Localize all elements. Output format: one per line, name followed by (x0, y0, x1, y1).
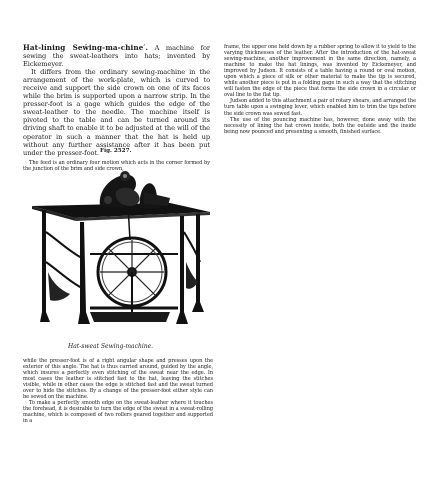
right-paragraph-3: The use of the pouncing machine has, however, done away with the necessity of lining the hat crown inside, both the outside and the inside being now pounced and presenting a smooth, finished surface. (224, 116, 416, 135)
body-paragraph-3: while the presser-foot is of a right angular shape and presses upon the exterior of this angle. The hat is thus carried around, guided by the angle, which insures a perfectly even stitching of the sweat near the edge. In most cases the leather is stitched fast to the hat, leaving the stitches visible, while in other cases the edge is stitched fast and the sweat turned over to hide the stitches. By a change of the presser-foot either style can be sewed on the machine. (23, 358, 213, 401)
bottom-left-text (23, 358, 213, 425)
right-paragraph-2: Judson added to this attachment a pair of rotary shears, and arranged the turn table upon a swinging lever, which enabled him to trim the tips before the side crown was sewed fast. (224, 98, 416, 117)
body-paragraph-2: The feed is an ordinary four motion which acts in the corner formed by the junction of the brim and side crown, (23, 159, 210, 172)
right-column (224, 44, 416, 135)
entry-intro: A machine for sewing the sweat-leathers into hats; invented by Eickemeyer. (23, 44, 210, 69)
entry-title: Hat-líning Seẃing-ma-chine′. (23, 43, 148, 52)
body-paragraph-1: It differs from the ordinary sewing-machine in the arrangement of the work-plate, which is curved to receive and support the side crown on one of its faces while the brim is supported upon a narrow strip. In the presser-foot is a gage which guides the edge of the sweat-leather to the needle. The machine itself is pivoted to the table and can be turned around its driving shaft to enable it to be adjusted at the will of the operator in such a manner that the hat is held up without any further assistance after it has been put under the presser-foot. (23, 68, 210, 157)
body-paragraph-4: To make a perfectly smooth edge on the sweat-leather where it touches the forehead, it is desirable to turn the edge of the sweat in a sweat-rolling machine, which is composed of two rollers geared together and supported in a (23, 400, 213, 425)
figure-label: Fig. 2527. (100, 148, 132, 154)
figure-caption: Hat-sweat Sewing-machine. (68, 343, 154, 350)
entry-paragraph-intro (23, 44, 210, 68)
right-paragraph-1: frame, the upper one held down by a rubber spring to allow it to yield to the varying thicknesses of the leather. After the introduction of the hat-sweat sewing-machine, another improvement in the same direction, namely, a machine to make the hat linings, was invented by Eickemeyer, and improved by Judson. It consists of a table having a round or oval motion, upon which a piece of silk or other material to make the tip is secured, while another piece is put in a folding gage in such a way that the stitching will fasten the edge of the piece that forms the side crown in a circular or oval line to the flat tip. (224, 44, 416, 99)
sewing-machine-illustration (20, 159, 212, 340)
